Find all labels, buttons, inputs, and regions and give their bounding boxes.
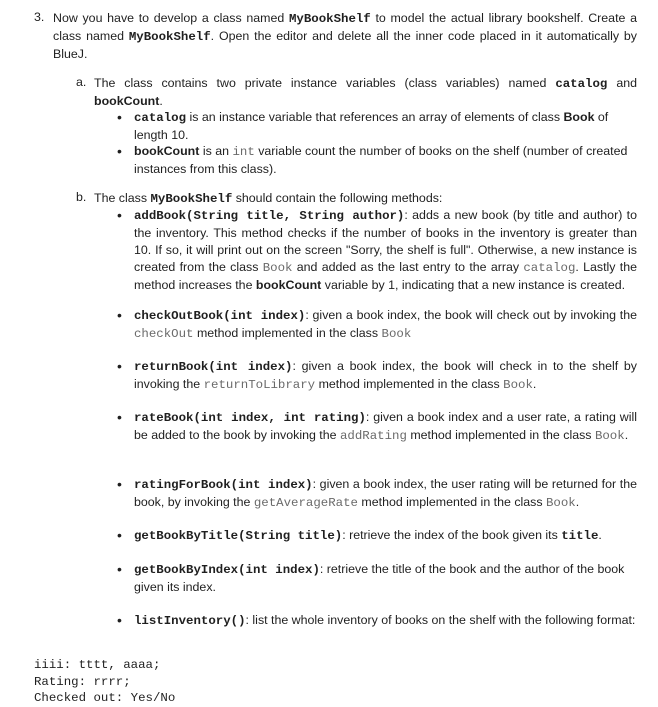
text: is an instance variable that references an array of elements of class [186, 110, 564, 124]
code: Book [262, 261, 293, 275]
method-addbook [134, 207, 637, 294]
part-a-label: a. [76, 75, 87, 89]
code: int [232, 145, 255, 159]
text: of length 10. [134, 110, 609, 142]
method-signature: getBookByIndex(int index) [134, 563, 320, 577]
intro-text: Now you have to develop a class named [53, 11, 289, 25]
code: catalog [523, 261, 576, 275]
method-returnbook [134, 358, 637, 394]
code: bookCount [255, 278, 322, 292]
bullet-icon: • [117, 612, 122, 628]
method-checkoutbook [134, 307, 637, 343]
code: title [561, 529, 599, 543]
text: method implemented in the class [315, 377, 504, 391]
text: : list the whole inventory of books on the shelf with the following format: [245, 613, 636, 627]
code-line: Checked out: Yes/No [34, 691, 176, 705]
text: . [532, 377, 537, 391]
text: : adds a new book (by title and author) to the inventory. This method checks if the number of books in the inventory is greater than 10. If so, it will print out on the screen "Sorry, the shelf is full". Otherwise, a new instance is created from the class [134, 208, 637, 274]
bullet-icon: • [117, 307, 122, 323]
method-signature: checkOutBook(int index) [134, 309, 306, 323]
method-signature: addBook(String title, String author) [134, 209, 405, 223]
text: . [598, 528, 602, 542]
list-item [134, 143, 637, 178]
text: method implemented in the class [406, 428, 595, 442]
part-b-text [94, 190, 637, 208]
code: bookCount [134, 144, 200, 158]
code: catalog [134, 111, 187, 125]
format-code-block [34, 657, 175, 707]
list-item [134, 109, 637, 144]
code: MyBookShelf [150, 192, 233, 206]
text: . [624, 428, 629, 442]
text: and [607, 76, 637, 90]
code: Book [381, 327, 412, 341]
text: method implemented in the class [193, 326, 382, 340]
part-b-label: b. [76, 190, 87, 204]
text: : given a book index, the book will check out by invoking the [305, 308, 637, 322]
bullet-icon: • [117, 109, 122, 125]
code: returnToLibrary [203, 378, 316, 392]
question-intro [53, 10, 637, 63]
intro-text: to model the actual library bookshelf. Create a class named [53, 11, 637, 43]
method-ratingforbook [134, 476, 637, 512]
text: : given a book index and a user rate, a rating will be added to the book by invoking the [134, 410, 637, 442]
method-signature: returnBook(int index) [134, 360, 293, 374]
bullet-icon: • [117, 476, 122, 492]
text: variable by 1, indicating that a new instance is created. [321, 278, 626, 292]
method-signature: ratingForBook(int index) [134, 478, 313, 492]
part-a-text [94, 75, 637, 110]
bullet-icon: • [117, 358, 122, 374]
code: checkOut [134, 327, 194, 341]
text: method implemented in the class [357, 495, 546, 509]
text: is an [199, 144, 233, 158]
class-name-code: MyBookShelf [128, 30, 211, 44]
code-line: iiii: tttt, aaaa; [34, 658, 161, 672]
text: The class contains two private instance variables (class variables) named [94, 76, 556, 90]
intro-text: . Open the editor and delete all the inner code placed in it automatically by BlueJ. [53, 29, 637, 61]
text: : given a book index, the book will check in to the shelf by invoking the [134, 359, 637, 391]
method-getbookbyindex [134, 561, 637, 596]
text: and added as the last entry to the array [292, 260, 524, 274]
var-name-code: catalog [555, 77, 608, 91]
method-getbookbytitle [134, 527, 637, 545]
code-line: Rating: rrrr; [34, 674, 131, 689]
method-signature: listInventory() [134, 614, 246, 628]
bullet-icon: • [117, 409, 122, 425]
text: : retrieve the index of the book given its [342, 528, 562, 542]
code: Book [563, 110, 595, 124]
method-listinventory [134, 612, 637, 630]
bullet-icon: • [117, 561, 122, 577]
question-number: 3. [34, 10, 45, 24]
bullet-icon: • [117, 527, 122, 543]
text: The class [94, 191, 151, 205]
text: : retrieve the title of the book and the author of the book given its index. [134, 562, 625, 594]
code: Book [594, 429, 625, 443]
bullet-icon: • [117, 143, 122, 159]
class-name-code: MyBookShelf [288, 12, 371, 26]
method-signature: getBookByTitle(String title) [134, 529, 343, 543]
var-name-code: bookCount [94, 94, 160, 108]
bullet-icon: • [117, 207, 122, 223]
text: . Lastly the method increases the [134, 260, 638, 292]
text: . [159, 94, 163, 108]
text: variable count the number of books on the shelf (number of created instances from this class). [134, 144, 628, 176]
code: Book [546, 496, 576, 510]
code: Book [503, 378, 533, 392]
code: getAverageRate [253, 496, 358, 510]
method-signature: rateBook(int index, int rating) [134, 411, 366, 425]
method-ratebook [134, 409, 637, 445]
text: . [575, 495, 580, 509]
text: : given a book index, the user rating will be returned for the book, by invoking the [134, 477, 637, 509]
code: addRating [339, 429, 407, 443]
text: should contain the following methods: [232, 191, 443, 205]
